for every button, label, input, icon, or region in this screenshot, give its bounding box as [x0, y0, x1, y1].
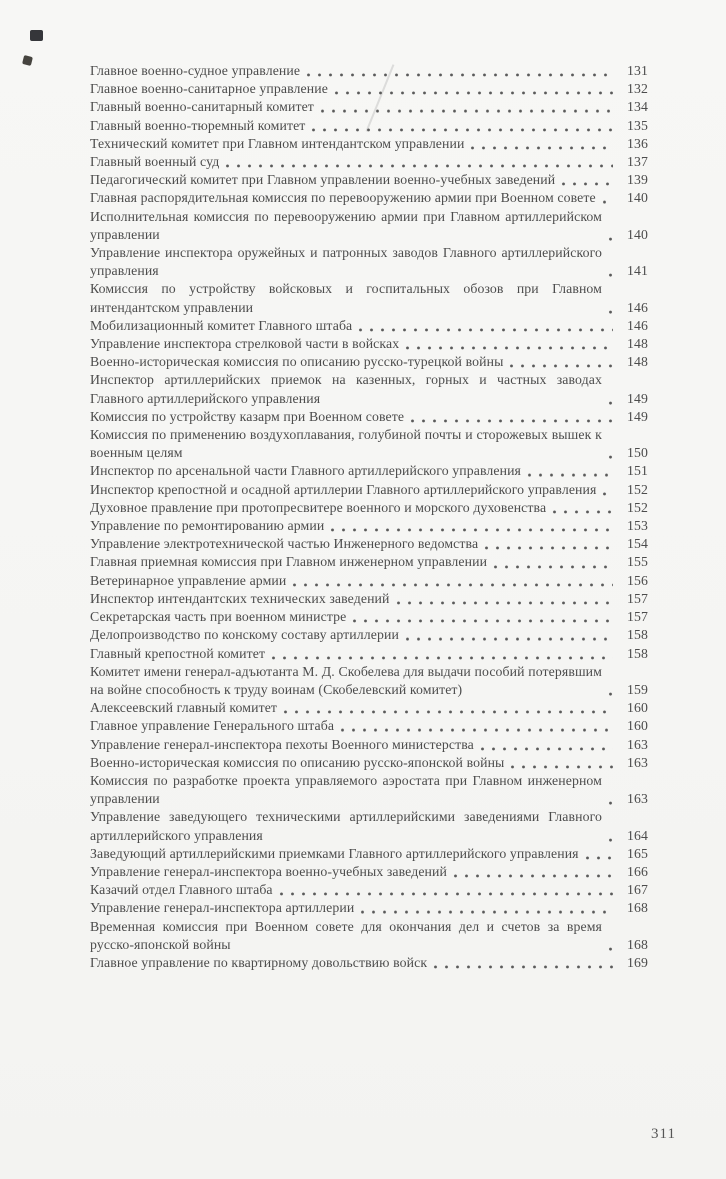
toc-entry-page: 131 — [627, 63, 648, 78]
toc-entry — [90, 899, 648, 917]
toc-entry-title: Управление заведующего техническими артиллерийскими заведениями Главного артиллерийского управления — [90, 809, 602, 843]
toc-entry-title: Управление электротехнической частью Инженерного ведомства — [90, 536, 479, 552]
toc-entry-title: Главное управление по квартирному довольствию войск — [90, 954, 428, 970]
toc-entry — [90, 353, 648, 371]
toc-entry-page: 139 — [627, 172, 648, 188]
dot-leader — [289, 572, 613, 590]
toc-entry-title: Управление генерал-инспектора пехоты Военного министерства — [90, 736, 474, 752]
toc-entry-title: Временная комиссия при Военном совете для окончания дел и счетов за время русско-японской войны — [90, 918, 602, 952]
dot-leader — [605, 390, 613, 408]
toc-entry-page: 163 — [627, 736, 648, 752]
dot-leader — [599, 189, 613, 207]
dot-leader — [337, 717, 613, 735]
toc-entry — [90, 645, 648, 663]
toc-entry-page: 164 — [627, 827, 648, 843]
dot-leader — [605, 226, 613, 244]
toc-entry-page: 132 — [627, 81, 648, 97]
dot-leader — [430, 954, 613, 972]
dot-leader — [599, 481, 613, 499]
toc-entry-title: Управление генерал-инспектора военно-учебных заведений — [90, 863, 448, 879]
toc-entry — [90, 462, 648, 480]
dot-leader — [605, 681, 613, 699]
dot-leader — [268, 645, 613, 663]
toc-entry-page: 166 — [627, 863, 648, 879]
toc-entry — [90, 918, 648, 954]
toc-entry — [90, 572, 648, 590]
toc-entry-page: 135 — [627, 117, 648, 133]
toc-entry-page: 140 — [627, 190, 648, 206]
dot-leader — [222, 153, 613, 171]
toc-entry — [90, 608, 648, 626]
toc-entry-title: Управление инспектора оружейных и патронных заводов Главного артиллерийского управления — [90, 245, 602, 279]
toc-entry — [90, 845, 648, 863]
toc-entry — [90, 317, 648, 335]
toc-entry-title: Главная распорядительная комиссия по перевооружению армии при Военном совете — [90, 190, 596, 206]
toc-entry — [90, 754, 648, 772]
toc-entry-page: 153 — [627, 518, 648, 534]
toc-entry — [90, 881, 648, 899]
scan-artifact — [30, 30, 43, 41]
toc-entry — [90, 590, 648, 608]
toc-entry-page: 134 — [627, 99, 648, 115]
toc-entry-title: Педагогический комитет при Главном управлении военно-учебных заведений — [90, 172, 556, 188]
toc-entry — [90, 408, 648, 426]
toc-entry-title: Комиссия по применению воздухоплавания, голубиной почты и сторожевых вышек к военным целям — [90, 427, 602, 461]
toc-entry-title: Инспектор интендантских технических заведений — [90, 590, 390, 606]
dot-leader — [467, 135, 613, 153]
dot-leader — [280, 699, 613, 717]
toc-entry — [90, 335, 648, 353]
toc-entry — [90, 481, 648, 499]
toc-entry-title: Комиссия по разработке проекта управляемого аэростата при Главном инженерном управлении — [90, 772, 602, 807]
toc-entry-title: Комиссия по устройству казарм при Военном совете — [90, 408, 405, 424]
toc-entry-page: 160 — [627, 700, 648, 716]
toc-entry-page: 157 — [627, 609, 648, 625]
toc-entry-page: 149 — [627, 390, 648, 406]
dot-leader — [582, 845, 613, 863]
toc-entry-page: 157 — [627, 590, 648, 606]
toc-entry — [90, 863, 648, 881]
toc-entry-title: Главный военный суд — [90, 154, 220, 170]
toc-entry-title: Управление генерал-инспектора артиллерии — [90, 900, 355, 916]
toc-entry — [90, 499, 648, 517]
dot-leader — [393, 590, 613, 608]
toc-entry-title: Инспектор крепостной и осадной артиллерии Главного артиллерийского управления — [90, 481, 597, 497]
toc-entry-page: 156 — [627, 572, 648, 588]
dot-leader — [308, 117, 613, 135]
scan-artifact — [22, 55, 33, 66]
toc-entry-page: 169 — [627, 954, 648, 970]
toc-entry-page: 163 — [627, 754, 648, 770]
toc-entry — [90, 244, 648, 280]
toc-entry-page: 141 — [627, 263, 648, 279]
toc-entry — [90, 62, 648, 80]
toc-entry — [90, 772, 648, 808]
dot-leader — [605, 827, 613, 845]
dot-leader — [524, 462, 613, 480]
table-of-contents — [90, 62, 648, 972]
toc-entry-title: Комитет имени генерал-адъютанта М. Д. Скобелева для выдачи пособий потерявшим на войне способность к труду воинам (Скобелевский комитет) — [90, 663, 602, 697]
toc-entry-title: Управление инспектора стрелковой части в войсках — [90, 336, 400, 352]
toc-entry — [90, 517, 648, 535]
toc-entry-page: 154 — [627, 536, 648, 552]
dot-leader — [481, 535, 613, 553]
dot-leader — [276, 881, 613, 899]
dot-leader — [355, 317, 613, 335]
toc-entry — [90, 153, 648, 171]
dot-leader — [477, 736, 613, 754]
toc-entry-page: 165 — [627, 845, 648, 861]
toc-entry-title: Главное военно-судное управление — [90, 63, 301, 78]
toc-entry — [90, 117, 648, 135]
toc-entry-title: Военно-историческая комиссия по описанию русско-турецкой войны — [90, 354, 504, 370]
dot-leader — [605, 790, 613, 808]
toc-entry-title: Главное военно-санитарное управление — [90, 81, 328, 97]
dot-leader — [303, 62, 613, 80]
toc-entry-page: 158 — [627, 627, 648, 643]
dot-leader — [402, 626, 613, 644]
dot-leader — [331, 80, 613, 98]
toc-entry — [90, 98, 648, 116]
toc-entry-title: Главный крепостной комитет — [90, 645, 266, 661]
toc-entry-page: 151 — [627, 463, 648, 479]
toc-entry — [90, 280, 648, 316]
toc-entry — [90, 371, 648, 407]
toc-entry-title: Комиссия по устройству войсковых и госпитальных обозов при Главном интендантском управлении — [90, 281, 602, 315]
toc-entry — [90, 954, 648, 972]
dot-leader — [605, 444, 613, 462]
toc-entry-title: Главный военно-тюремный комитет — [90, 117, 306, 133]
toc-entry-title: Военно-историческая комиссия по описанию русско-японской войны — [90, 754, 505, 770]
toc-entry-page: 168 — [627, 900, 648, 916]
dot-leader — [407, 408, 613, 426]
dot-leader — [327, 517, 613, 535]
toc-entry-page: 160 — [627, 718, 648, 734]
toc-entry — [90, 208, 648, 244]
toc-entry-title: Мобилизационный комитет Главного штаба — [90, 317, 353, 333]
toc-entry-title: Технический комитет при Главном интендантском управлении — [90, 135, 465, 151]
dot-leader — [605, 936, 613, 954]
dot-leader — [549, 499, 613, 517]
dot-leader — [349, 608, 613, 626]
toc-entry — [90, 535, 648, 553]
toc-entry-page: 152 — [627, 499, 648, 515]
toc-entry-page: 150 — [627, 445, 648, 461]
toc-entry-title: Алексеевский главный комитет — [90, 700, 278, 716]
toc-entry — [90, 626, 648, 644]
toc-entry — [90, 736, 648, 754]
toc-entry-page: 159 — [627, 681, 648, 697]
toc-entry — [90, 808, 648, 844]
toc-entry-page: 158 — [627, 645, 648, 661]
toc-entry-page: 140 — [627, 226, 648, 242]
toc-entry-page: 148 — [627, 354, 648, 370]
toc-entry — [90, 717, 648, 735]
toc-entry — [90, 699, 648, 717]
dot-leader — [402, 335, 613, 353]
toc-entry — [90, 553, 648, 571]
toc-entry-page: 149 — [627, 408, 648, 424]
toc-entry-title: Ветеринарное управление армии — [90, 572, 287, 588]
toc-entry-page: 146 — [627, 317, 648, 333]
toc-entry-title: Духовное правление при протопресвитере военного и морского духовенства — [90, 499, 547, 515]
toc-entry-title: Казачий отдел Главного штаба — [90, 882, 273, 898]
dot-leader — [507, 754, 613, 772]
toc-entry — [90, 171, 648, 189]
page-number: 311 — [651, 1126, 676, 1142]
dot-leader — [605, 262, 613, 280]
toc-entry-page: 167 — [627, 882, 648, 898]
toc-entry-page: 168 — [627, 936, 648, 952]
toc-entry-title: Главная приемная комиссия при Главном инженерном управлении — [90, 554, 488, 570]
toc-entry-title: Заведующий артиллерийскими приемками Главного артиллерийского управления — [90, 845, 579, 861]
toc-entry-page: 146 — [627, 299, 648, 315]
toc-entry-page: 152 — [627, 481, 648, 497]
toc-entry-page: 163 — [627, 791, 648, 807]
toc-entry-title: Инспектор по арсенальной части Главного артиллерийского управления — [90, 463, 521, 479]
toc-entry — [90, 189, 648, 207]
toc-entry — [90, 426, 648, 462]
dot-leader — [490, 554, 613, 572]
dot-leader — [558, 171, 613, 189]
toc-entry-page: 137 — [627, 154, 648, 170]
toc-entry — [90, 135, 648, 153]
toc-entry-title: Главное управление Генерального штаба — [90, 718, 335, 734]
toc-entry — [90, 80, 648, 98]
toc-entry-title: Делопроизводство по конскому составу артиллерии — [90, 627, 399, 643]
toc-entry-title: Инспектор артиллерийских приемок на казенных, горных и частных заводах Главного артиллерийского управления — [90, 372, 602, 406]
dot-leader — [506, 353, 613, 371]
toc-entry-title: Секретарская часть при военном министре — [90, 609, 347, 625]
dot-leader — [605, 299, 613, 317]
dot-leader — [450, 863, 613, 881]
dot-leader — [357, 899, 613, 917]
toc-entry-page: 148 — [627, 336, 648, 352]
toc-entry — [90, 663, 648, 699]
toc-entry-title: Управление по ремонтированию армии — [90, 518, 325, 534]
toc-entry-title: Главный военно-санитарный комитет — [90, 99, 314, 115]
toc-entry-page: 155 — [627, 554, 648, 570]
toc-entry-page: 136 — [627, 135, 648, 151]
toc-entry-title: Исполнительная комиссия по перевооружению армии при Главном артиллерийском управлении — [90, 208, 602, 242]
dot-leader — [317, 98, 613, 116]
